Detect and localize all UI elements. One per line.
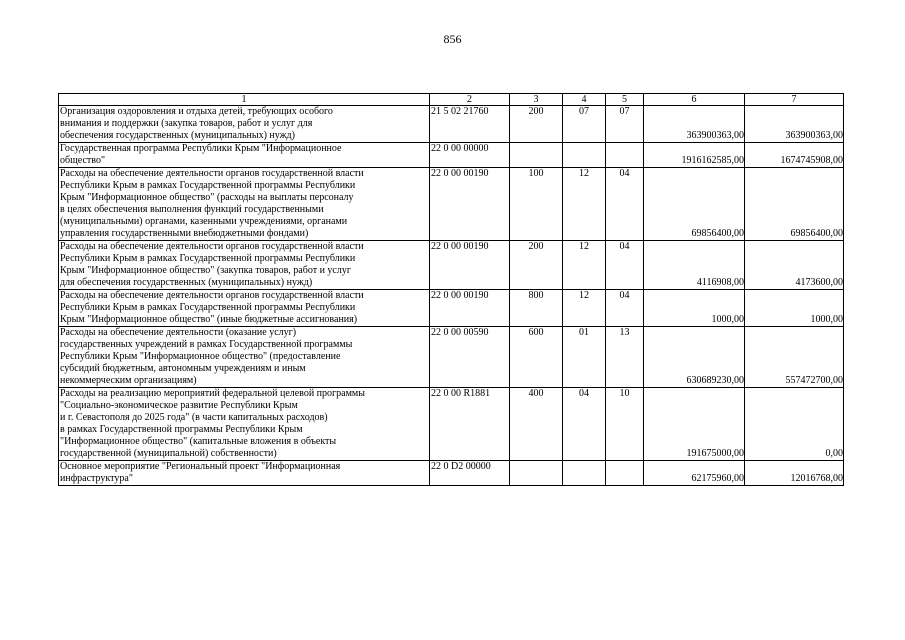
- budget-table: [58, 93, 844, 486]
- header-col-5: 5: [606, 94, 644, 106]
- row-amount-col7: 0,00: [745, 388, 844, 461]
- header-col-4: 4: [563, 94, 606, 106]
- header-col-2: 2: [430, 94, 510, 106]
- row-subsection: 10: [606, 388, 644, 461]
- row-target-code: 21 5 02 21760: [430, 106, 510, 143]
- table-row: [59, 143, 844, 168]
- row-name: Расходы на обеспечение деятельности (оказание услуг) государственных учреждений в рамках Государственной программы Республики Крым "Информационное общество" (предоставление субсидий бюджетным, автономным учреждениям и иным некоммерческим организациям): [59, 327, 430, 388]
- row-amount-col6: 4116908,00: [644, 241, 745, 290]
- row-section: 12: [563, 290, 606, 327]
- row-subsection: [606, 461, 644, 486]
- row-section: 07: [563, 106, 606, 143]
- table-row: [59, 241, 844, 290]
- page-number: 856: [443, 32, 462, 46]
- row-name: Расходы на реализацию мероприятий федеральной целевой программы "Социально-экономическое развитие Республики Крым и г. Севастополя до 2025 года" (в части капитальных расходов) в рамках Государственной программы Республики Крым "Информационное общество" (капитальные вложения в объекты государственной (муниципальной) собственности): [59, 388, 430, 461]
- row-target-code: 22 0 00 00590: [430, 327, 510, 388]
- row-expense-type: 800: [510, 290, 563, 327]
- table-row: [59, 388, 844, 461]
- row-amount-col7: 363900363,00: [745, 106, 844, 143]
- table-row: [59, 327, 844, 388]
- row-name: Расходы на обеспечение деятельности органов государственной власти Республики Крым в рамках Государственной программы Республики Крым "Информационное общество" (иные бюджетные ассигнования): [59, 290, 430, 327]
- row-target-code: 22 0 D2 00000: [430, 461, 510, 486]
- row-name: Организация оздоровления и отдыха детей, требующих особого внимания и поддержки (закупка товаров, работ и услуг для обеспечения государственных (муниципальных) нужд): [59, 106, 430, 143]
- row-expense-type: 100: [510, 168, 563, 241]
- row-amount-col6: 62175960,00: [644, 461, 745, 486]
- row-expense-type: 400: [510, 388, 563, 461]
- row-section: [563, 461, 606, 486]
- row-subsection: 04: [606, 290, 644, 327]
- row-amount-col6: 69856400,00: [644, 168, 745, 241]
- row-name: Государственная программа Республики Крым "Информационное общество": [59, 143, 430, 168]
- row-subsection: 07: [606, 106, 644, 143]
- row-target-code: 22 0 00 00190: [430, 290, 510, 327]
- row-target-code: 22 0 00 00190: [430, 241, 510, 290]
- row-name: Основное мероприятие "Региональный проект "Информационная инфраструктура": [59, 461, 430, 486]
- row-target-code: 22 0 00 R1881: [430, 388, 510, 461]
- row-amount-col7: 557472700,00: [745, 327, 844, 388]
- table-row: [59, 290, 844, 327]
- row-expense-type: 200: [510, 106, 563, 143]
- row-section: 04: [563, 388, 606, 461]
- row-subsection: [606, 143, 644, 168]
- row-amount-col7: 4173600,00: [745, 241, 844, 290]
- row-section: [563, 143, 606, 168]
- header-col-6: 6: [644, 94, 745, 106]
- header-row: [59, 94, 844, 106]
- header-col-1: 1: [59, 94, 430, 106]
- row-section: 12: [563, 241, 606, 290]
- row-section: 12: [563, 168, 606, 241]
- row-expense-type: 200: [510, 241, 563, 290]
- header-col-3: 3: [510, 94, 563, 106]
- row-amount-col7: 1000,00: [745, 290, 844, 327]
- table-row: [59, 461, 844, 486]
- table-row: [59, 106, 844, 143]
- row-name: Расходы на обеспечение деятельности органов государственной власти Республики Крым в рамках Государственной программы Республики Крым "Информационное общество" (расходы на выплаты персоналу в целях обеспечения выполнения функций государственными (муниципальными) органами, казенными учреждениями, органами управления государственными внебюджетными фондами): [59, 168, 430, 241]
- row-amount-col6: 630689230,00: [644, 327, 745, 388]
- header-col-7: 7: [745, 94, 844, 106]
- row-amount-col6: 191675000,00: [644, 388, 745, 461]
- row-name: Расходы на обеспечение деятельности органов государственной власти Республики Крым в рамках Государственной программы Республики Крым "Информационное общество" (закупка товаров, работ и услуг для обеспечения государственных (муниципальных) нужд): [59, 241, 430, 290]
- row-subsection: 04: [606, 168, 644, 241]
- row-amount-col6: 1000,00: [644, 290, 745, 327]
- row-amount-col7: 1674745908,00: [745, 143, 844, 168]
- row-subsection: 04: [606, 241, 644, 290]
- row-target-code: 22 0 00 00190: [430, 168, 510, 241]
- row-target-code: 22 0 00 00000: [430, 143, 510, 168]
- row-amount-col6: 363900363,00: [644, 106, 745, 143]
- row-expense-type: [510, 461, 563, 486]
- row-amount-col6: 1916162585,00: [644, 143, 745, 168]
- row-section: 01: [563, 327, 606, 388]
- row-expense-type: [510, 143, 563, 168]
- row-amount-col7: 12016768,00: [745, 461, 844, 486]
- row-amount-col7: 69856400,00: [745, 168, 844, 241]
- table-row: [59, 168, 844, 241]
- row-subsection: 13: [606, 327, 644, 388]
- row-expense-type: 600: [510, 327, 563, 388]
